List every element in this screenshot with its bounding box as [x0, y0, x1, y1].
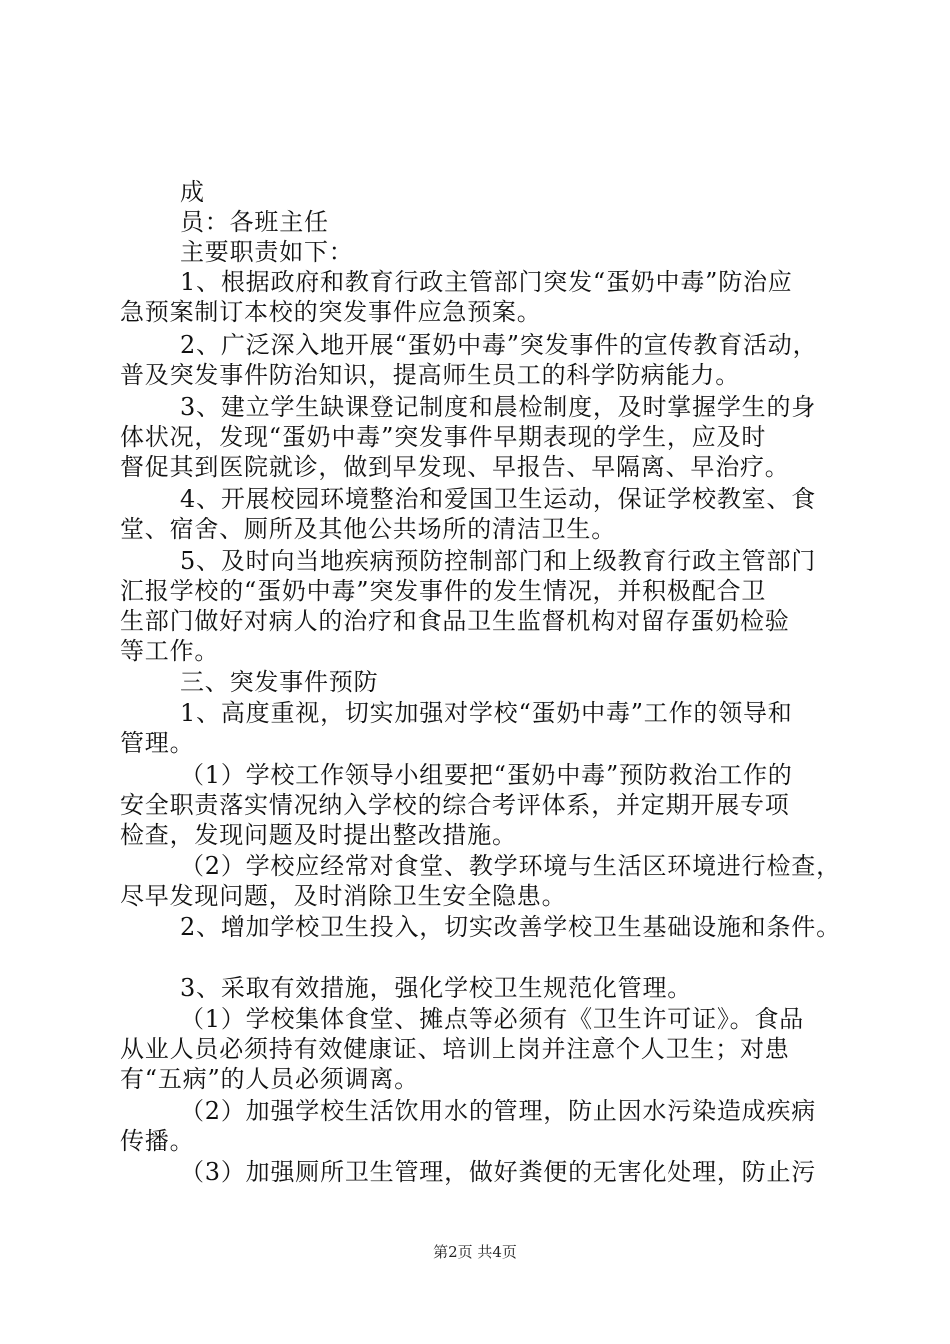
text-line: 成	[180, 178, 205, 206]
text-line: 堂、宿舍、厕所及其他公共场所的清洁卫生。	[120, 515, 616, 543]
text-line: 体状况，发现“蛋奶中毒”突发事件早期表现的学生，应及时	[120, 423, 767, 451]
text-line: 生部门做好对病人的治疗和食品卫生监督机构对留存蛋奶检验	[120, 607, 790, 635]
text-line: 等工作。	[120, 637, 220, 665]
text-line: 从业人员必须持有效健康证、培训上岗并注意个人卫生；对患	[120, 1035, 790, 1063]
text-line: 主要职责如下：	[180, 238, 354, 266]
text-line: 督促其到医院就诊，做到早发现、早报告、早隔离、早治疗。	[120, 453, 790, 481]
text-line: 4、开展校园环境整治和爱国卫生运动，保证学校教室、食	[180, 485, 817, 513]
text-line: 急预案制订本校的突发事件应急预案。	[120, 298, 542, 326]
text-line: （3）加强厕所卫生管理，做好粪便的无害化处理，防止污	[180, 1158, 817, 1186]
text-line: 3、建立学生缺课登记制度和晨检制度，及时掌握学生的身	[180, 393, 817, 421]
text-line: 1、根据政府和教育行政主管部门突发“蛋奶中毒”防治应	[180, 268, 793, 296]
text-line: 安全职责落实情况纳入学校的综合考评体系，并定期开展专项	[120, 791, 790, 819]
text-line: 2、增加学校卫生投入，切实改善学校卫生基础设施和条件。	[180, 913, 841, 941]
text-line: 普及突发事件防治知识，提高师生员工的科学防病能力。	[120, 361, 740, 389]
text-line: 检查，发现问题及时提出整改措施。	[120, 821, 517, 849]
text-line: （1）学校集体食堂、摊点等必须有《卫生许可证》。食品	[180, 1005, 805, 1033]
text-line: （2）加强学校生活饮用水的管理，防止因水污染造成疾病	[180, 1097, 817, 1125]
text-line: 传播。	[120, 1127, 195, 1155]
text-line: 3、采取有效措施，强化学校卫生规范化管理。	[180, 974, 693, 1002]
section-heading: 三、突发事件预防	[180, 668, 379, 696]
text-line: （1）学校工作领导小组要把“蛋奶中毒”预防救治工作的	[180, 761, 793, 789]
text-line: 2、广泛深入地开展“蛋奶中毒”突发事件的宣传教育活动，	[180, 331, 818, 359]
text-line: 管理。	[120, 729, 195, 757]
text-line: 员：各班主任	[180, 208, 329, 236]
page-footer: 第2页 共4页	[433, 1243, 517, 1261]
text-line: 汇报学校的“蛋奶中毒”突发事件的发生情况，并积极配合卫	[120, 577, 767, 605]
text-line: （2）学校应经常对食堂、教学环境与生活区环境进行检查，	[180, 852, 841, 880]
text-line: 1、高度重视，切实加强对学校“蛋奶中毒”工作的领导和	[180, 699, 793, 727]
text-line: 5、及时向当地疾病预防控制部门和上级教育行政主管部门	[180, 547, 817, 575]
text-line: 尽早发现问题，及时消除卫生安全隐患。	[120, 882, 567, 910]
text-line: 有“五病”的人员必须调离。	[120, 1065, 419, 1093]
